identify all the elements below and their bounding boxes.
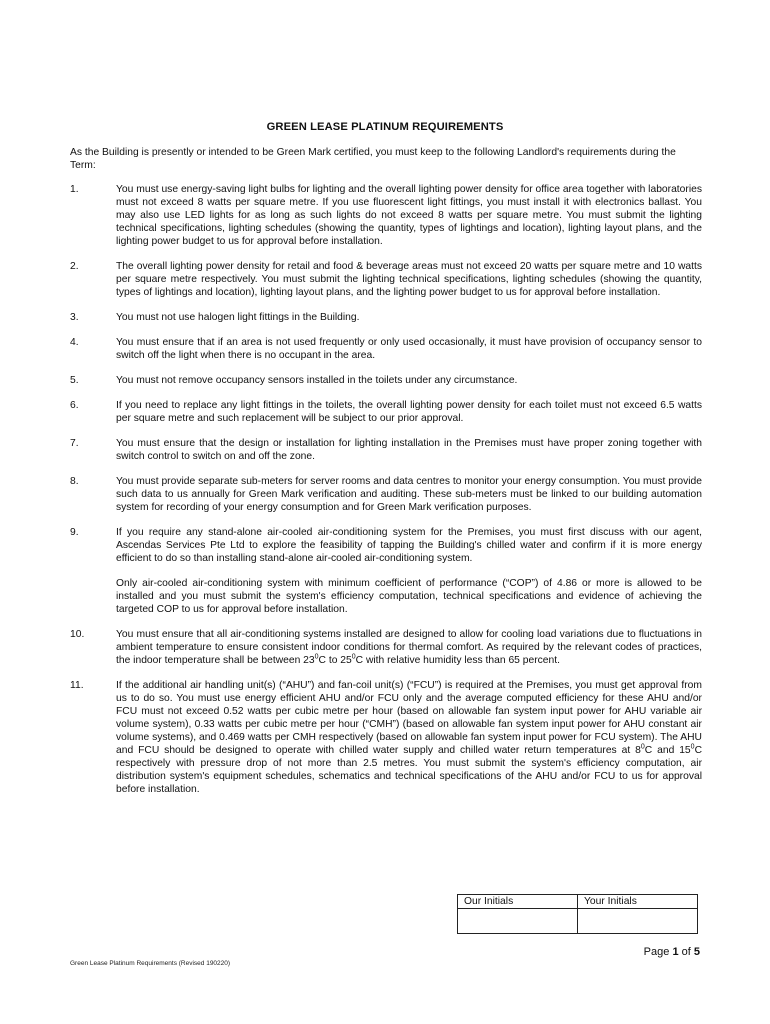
item-text-part: You must ensure that all air-conditioning systems installed are designed to allow for cooling load variations due to fluctuations in ambient temperature to ensure consistent indoor conditions for thermal comfort. As required by the relevant codes of practices, the indoor temperature shall be between 23 [116,629,702,666]
item-number: 10. [70,629,85,640]
page-prefix: Page [643,946,670,958]
item-text: You must not use halogen light fittings in the Building. [116,312,360,323]
item-text: You must use energy-saving light bulbs for lighting and the overall lighting power density for office area together with laboratories must not exceed 8 watts per square metre. If you use fluorescent light fittings, you must install it with electronics ballast. You may also use LED lights for as long as such lights do not exceed 8 watts per square metre. You must submit the lighting technical specifications, lighting schedules (showing the quantity, types of lightings and location), lighting layout plans, and the lighting power budget to us for approval before installation. [116,184,702,247]
item-text-part: C respectively with pressure drop of not more than 2.5 metres. You must submit the system's efficiency computation, air distribution system's equipment schedules, schematics and technical specifications of the AHU and/or FCU to us for approval before installation. [116,745,703,795]
list-item [70,260,702,299]
list-item [70,628,702,667]
list-item [70,374,702,387]
your-initials-label: Your Initials [578,896,697,909]
item-number: 9. [70,527,79,538]
item-text [116,628,702,667]
item-number: 1. [70,184,79,195]
superscript: 0 [640,743,645,751]
item-text-continued: Only air-cooled air-conditioning system with minimum coefficient of performance (“COP”) of 4.86 or more is allowed to be installed and you must submit the system's efficiency computation, technical specifications and evidence of achieving the targeted COP to us for approval before installation. [116,578,702,615]
list-item [70,679,702,796]
item-number: 4. [70,337,79,348]
item-number: 11. [70,680,84,691]
item-number: 8. [70,476,79,487]
item-text: You must provide separate sub-meters for server rooms and data centres to monitor your energy consumption. You must provide such data to us annually for Green Mark verification and auditing. These sub-meters must be linked to our building automation system for recording of your energy consumption and for Green Mark verification purposes. [116,476,702,513]
list-item [70,437,702,463]
intro-paragraph: As the Building is presently or intended to be Green Mark certified, you must keep to the following Landlord's requirements during the Term: [70,147,676,171]
item-text: The overall lighting power density for retail and food & beverage areas must not exceed 20 watts per square metre and 10 watts per square metre respectively. You must submit the lighting technical specifications, lighting schedules (showing the quantity, types of lightings and location), lighting layout plans, and the lighting power budget to us for approval before installation. [116,261,702,298]
item-text-part: C with relative humidity less than 65 percent. [355,655,560,666]
item-number: 2. [70,261,79,272]
page-current: 1 [672,946,679,958]
list-item [70,183,702,248]
your-initials-cell[interactable] [577,895,697,933]
item-text: You must not remove occupancy sensors installed in the toilets under any circumstance. [116,375,518,386]
item-text-part: C to 25 [318,655,352,666]
our-initials-label: Our Initials [458,896,577,909]
list-item [70,336,702,362]
initials-table [457,894,698,934]
item-text-part: If the additional air handling unit(s) (“AHU”) and fan-coil unit(s) (“FCU”) is required at the Premises, you must get approval from us to do so. You must use energy efficient AHU and/or FCU only and the average computed efficiency for these AHU and/or FCU must not exceed 0.52 watts per cubic metre per hour (based on allowable fan system input power for AHU variable air volume system), 0.33 watts per cubic metre per hour (“CMH”) (based on allowable fan system input power for AHU constant air volume systems), and 0.469 watts per CMH respectively (based on allowable fan system input power for FCU system). The AHU and FCU should be designed to operate with chilled water supply and chilled water return temperatures at 8 [116,680,702,756]
item-text: You must ensure that the design or installation for lighting installation in the Premises must have proper zoning together with switch control to switch on and off the zone. [116,438,702,462]
item-number: 3. [70,312,79,323]
list-item [70,399,702,425]
page-total: 5 [693,946,700,958]
superscript: 0 [314,653,319,661]
list-item [70,475,702,514]
item-number: 6. [70,400,79,411]
list-item [70,311,702,324]
superscript: 0 [351,653,356,661]
item-text [116,679,702,796]
document-title: GREEN LEASE PLATINUM REQUIREMENTS [266,121,504,133]
item-text: If you require any stand-alone air-cooled air-conditioning system for the Premises, you must first discuss with our agent, Ascendas Services Pte Ltd to explore the feasibility of tapping the Building's chilled water and confirm if it is more energy efficient to do so than installing stand-alone air-cooled air-conditioning system. [116,527,702,564]
item-text: If you need to replace any light fittings in the toilets, the overall lighting power density for each toilet must not exceed 6.5 watts per square metre and such replacement will be subject to our prior approval. [116,400,702,424]
page-of: of [681,946,691,958]
page-number [644,946,700,958]
item-text: You must ensure that if an area is not used frequently or only used occasionally, it must have provision of occupancy sensor to switch off the light when there is no occupant in the area. [116,337,702,361]
superscript: 0 [690,743,695,751]
item-text-part: C and 15 [644,745,691,756]
requirements-list [70,183,702,808]
our-initials-cell[interactable] [458,895,577,933]
list-item [70,526,702,616]
document-footer: Green Lease Platinum Requirements (Revised 190220) [70,960,231,967]
item-number: 5. [70,375,79,386]
item-number: 7. [70,438,79,449]
